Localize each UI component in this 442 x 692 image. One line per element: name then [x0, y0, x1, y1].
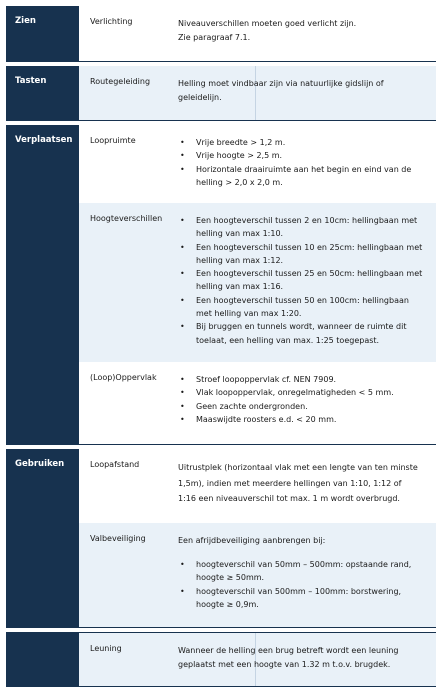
desc-line: Uitrustplek (horizontaal vlak met een lengte van ten minste: [178, 463, 418, 472]
row-leuning: [79, 633, 436, 686]
desc-loopafstand: [178, 460, 426, 507]
desc-intro: Een afrijdbeveiliging aanbrengen bij:: [178, 536, 326, 545]
subtopic-routegeleiding: Routegeleiding: [90, 77, 151, 86]
desc-routegeleiding: [178, 77, 426, 105]
section-verplaatsen: [6, 125, 436, 445]
bullet-item: • Vrije hoogte > 2,5 m.: [178, 149, 426, 162]
section-zien: [6, 6, 436, 62]
subtopic-valbeveiliging: Valbeveiliging: [90, 534, 146, 543]
row-routegeleiding: [79, 66, 436, 120]
desc-line: Niveauverschillen moeten goed verlicht zijn.: [178, 19, 357, 28]
bullet-item: • Een hoogteverschil tussen 25 en 50cm: hellingbaan met helling van max 1:16.: [178, 267, 426, 294]
desc-line: 1:16 een niveauverschil tot max. 1 m wordt overbrugd.: [178, 494, 400, 503]
row-verlichting: [79, 6, 436, 61]
row-oppervlak: [79, 362, 436, 444]
subtopic-hoogteverschillen: Hoogteverschillen: [90, 214, 163, 223]
subtopic-loopruimte: Loopruimte: [90, 136, 136, 145]
row-hoogteverschillen: [79, 203, 436, 362]
desc-line: geleidelijn.: [178, 93, 222, 102]
bullet-item: • Een hoogteverschil tussen 2 en 10cm: hellingbaan met helling van max 1:10.: [178, 214, 426, 241]
desc-line: geplaatst met een hoogte van 1.32 m t.o.v. brugdek.: [178, 660, 391, 669]
desc-valbeveiliging: [178, 534, 426, 611]
desc-line: Zie paragraaf 7.1.: [178, 33, 251, 42]
bullet-item: • Geen zachte ondergronden.: [178, 400, 426, 413]
bullet-item: • hoogteverschil van 500mm – 100mm: borstwering, hoogte ≥ 0,9m.: [178, 585, 426, 612]
section-gebruiken: [6, 449, 436, 628]
bullet-item: • Vrije breedte > 1,2 m.: [178, 136, 426, 149]
section-tasten: [6, 66, 436, 121]
row-valbeveiliging: [79, 523, 436, 627]
row-loopafstand: [79, 449, 436, 523]
category-zien: Zien: [6, 6, 79, 61]
bullet-item: • hoogteverschil van 50mm – 500mm: opstaande rand, hoogte ≥ 50mm.: [178, 558, 426, 585]
bullet-item: • Horizontale draairuimte aan het begin en eind van de helling > 2,0 x 2,0 m.: [178, 163, 426, 190]
bullet-item: • Bij bruggen en tunnels wordt, wanneer de ruimte dit toelaat, een helling van max. 1:25 toegepast.: [178, 320, 426, 347]
desc-line: Helling moet vindbaar zijn via natuurlijke gidslijn of: [178, 79, 384, 88]
desc-verlichting: [178, 17, 426, 45]
desc-line: 1,5m), indien met meerdere hellingen van 1:10, 1:12 of: [178, 478, 402, 488]
subtopic-leuning: Leuning: [90, 644, 122, 653]
category-leuning: [6, 632, 79, 686]
desc-leuning: [178, 644, 426, 672]
section-leuning: [6, 632, 436, 687]
subtopic-verlichting: Verlichting: [90, 17, 133, 26]
bullet-item: • Maaswijdte roosters e.d. < 20 mm.: [178, 413, 426, 426]
desc-hoogteverschillen: [178, 214, 426, 347]
subtopic-loopafstand: Loopafstand: [90, 460, 140, 469]
bullet-item: • Stroef loopoppervlak cf. NEN 7909.: [178, 373, 426, 386]
desc-line: Wanneer de helling een brug betreft wordt een leuning: [178, 646, 399, 655]
subtopic-oppervlak: (Loop)Oppervlak: [90, 373, 157, 382]
bullet-item: • Vlak loopoppervlak, onregelmatigheden < 5 mm.: [178, 386, 426, 399]
row-loopruimte: [79, 125, 436, 203]
desc-loopruimte: [178, 136, 426, 189]
category-gebruiken: Gebruiken: [6, 449, 79, 627]
bullet-item: • Een hoogteverschil tussen 10 en 25cm: hellingbaan met helling van max 1:12.: [178, 241, 426, 268]
category-verplaatsen: Verplaatsen: [6, 125, 79, 444]
bullet-item: • Een hoogteverschil tussen 50 en 100cm: hellingbaan met helling van max 1:20.: [178, 294, 426, 321]
desc-oppervlak: [178, 373, 426, 426]
category-tasten: Tasten: [6, 66, 79, 120]
